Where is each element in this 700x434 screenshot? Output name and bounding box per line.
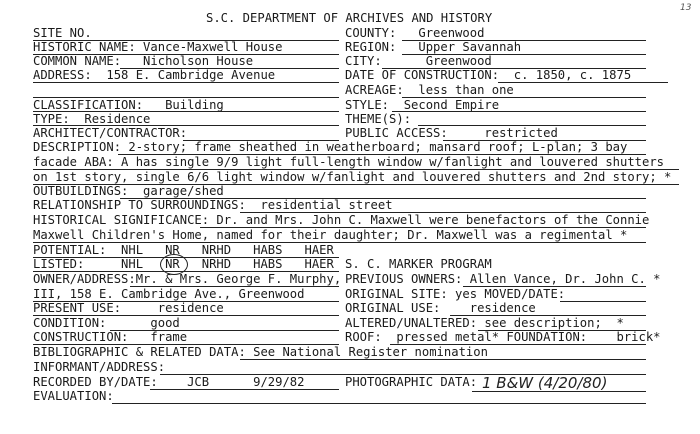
recorded-by-field: RECORDED BY/DATE: JCB 9/29/82 bbox=[33, 375, 305, 389]
theme-field: THEME(S): bbox=[345, 112, 412, 126]
site-no-label: SITE NO. bbox=[33, 26, 92, 40]
owner-line-1: OWNER/ADDRESS:Mr. & Mrs. George F. Murphy, bbox=[33, 272, 342, 286]
informant-field: INFORMANT/ADDRESS: bbox=[33, 360, 166, 374]
relationship-field: RELATIONSHIP TO SURROUNDINGS: residential street bbox=[33, 198, 393, 212]
bibliographic-rule bbox=[240, 359, 646, 360]
marker-program-label: S. C. MARKER PROGRAM bbox=[345, 257, 492, 271]
previous-owners-field: PREVIOUS OWNERS: Allen Vance, Dr. John C. * bbox=[345, 272, 661, 286]
description-line-1: DESCRIPTION: 2-story; frame sheathed in weatherboard; mansard roof; L-plan; 3 bay bbox=[33, 140, 628, 154]
description-line-3: on 1st story, single 6/6 light window w/fanlight and louvered shutters and 2nd story; * bbox=[33, 170, 672, 184]
style-rule bbox=[392, 111, 646, 112]
significance-line-1: HISTORICAL SIGNIFICANCE: Dr. and Mrs. John C. Maxwell were benefactors of the Connie bbox=[33, 213, 650, 227]
roof-foundation-field: ROOF: pressed metal* FOUNDATION: brick* bbox=[345, 330, 661, 344]
city-field: CITY: Greenwood bbox=[345, 54, 492, 68]
condition-field: CONDITION: good bbox=[33, 316, 180, 330]
public-access-field: PUBLIC ACCESS: restricted bbox=[345, 126, 558, 140]
significance-line-2: Maxwell Children's Home, named for their daughter; Dr. Maxwell was a regimental * bbox=[33, 228, 628, 242]
photographic-data-handwritten: 1 B&W (4/20/80) bbox=[482, 374, 608, 392]
present-use-field: PRESENT USE: residence bbox=[33, 301, 224, 315]
listed-field: LISTED: NHL NR NRHD HABS HAER bbox=[33, 257, 334, 271]
architect-field: ARCHITECT/CONTRACTOR: bbox=[33, 126, 188, 140]
county-field: COUNTY: Greenwood bbox=[345, 26, 485, 40]
original-site-field: ORIGINAL SITE: yes MOVED/DATE: bbox=[345, 287, 566, 301]
evaluation-rule bbox=[112, 403, 646, 404]
photographic-data-label: PHOTOGRAPHIC DATA: bbox=[345, 375, 478, 389]
construction-field: CONSTRUCTION: frame bbox=[33, 330, 188, 344]
acreage-field: ACREAGE: less than one bbox=[345, 83, 514, 97]
outbuildings-field: OUTBUILDINGS: garage/shed bbox=[33, 184, 224, 198]
recorded-by-rule bbox=[150, 389, 339, 390]
photographic-data-rule bbox=[472, 391, 646, 392]
potential-field: POTENTIAL: NHL NR NRHD HABS HAER bbox=[33, 243, 334, 257]
address-rule bbox=[33, 82, 339, 83]
date-construction-field: DATE OF CONSTRUCTION: c. 1850, c. 1875 bbox=[345, 68, 632, 82]
type-field: TYPE: Residence bbox=[33, 112, 151, 126]
date-construction-rule bbox=[498, 82, 668, 83]
common-name-field: COMMON NAME: Nicholson House bbox=[33, 54, 254, 68]
address-field: ADDRESS: 158 E. Cambridge Avenue bbox=[33, 68, 276, 82]
historic-name-field: HISTORIC NAME: Vance-Maxwell House bbox=[33, 40, 283, 54]
description-line-2: facade ABA: A has single 9/9 light full-length window w/fanlight and louvered shutters bbox=[33, 155, 665, 169]
evaluation-field: EVALUATION: bbox=[33, 389, 114, 403]
original-site-rule bbox=[560, 301, 646, 302]
page-number: 13 bbox=[680, 3, 692, 13]
bibliographic-field: BIBLIOGRAPHIC & RELATED DATA: See National Register nomination bbox=[33, 345, 488, 359]
style-field: STYLE: Second Empire bbox=[345, 98, 500, 112]
region-field: REGION: Upper Savannah bbox=[345, 40, 522, 54]
owner-line-2: III, 158 E. Cambridge Ave., Greenwood bbox=[33, 287, 305, 301]
form-header: S.C. DEPARTMENT OF ARCHIVES AND HISTORY bbox=[206, 11, 493, 25]
classification-field: CLASSIFICATION: Building bbox=[33, 98, 224, 112]
original-use-field: ORIGINAL USE: residence bbox=[345, 301, 536, 315]
altered-field: ALTERED/UNALTERED: see description; * bbox=[345, 316, 624, 330]
